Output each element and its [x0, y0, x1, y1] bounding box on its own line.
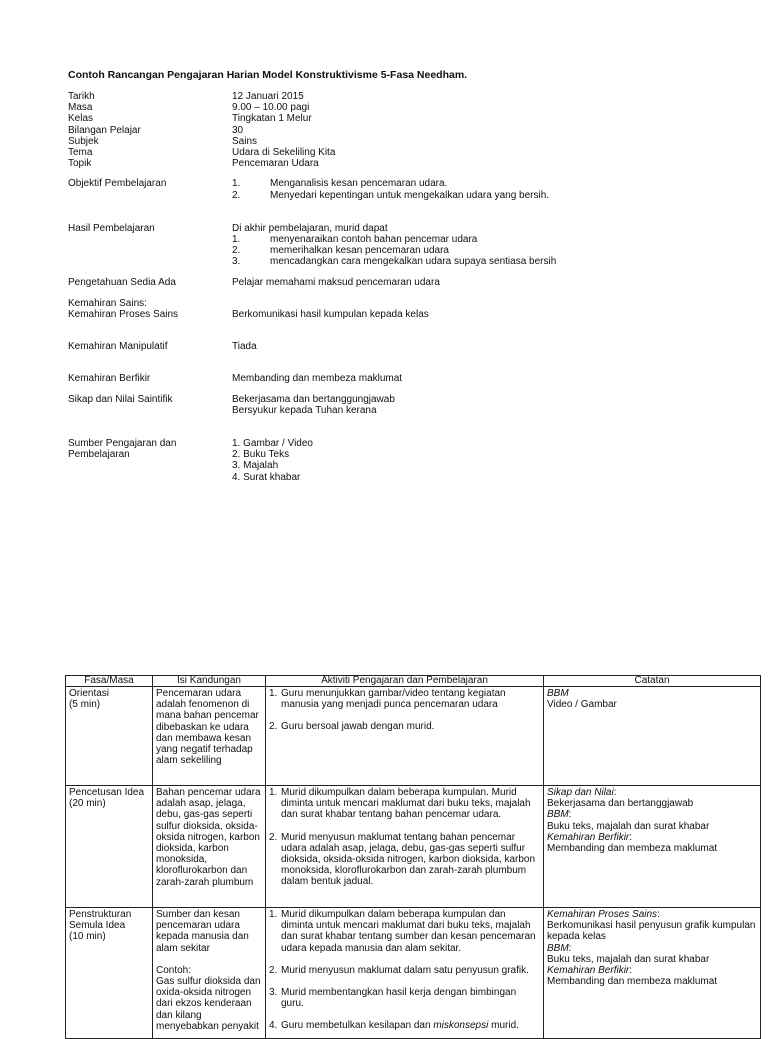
info-label: Topik — [68, 158, 92, 170]
cell-catatan: Sikap dan Nilai: Bekerjasama dan bertanggjawab BBM: Buku teks, majalah dan surat khabar Kemahiran Berfikir: Membanding dan membeza maklumat — [544, 786, 761, 908]
hasil-item: 2. memerihalkan kesan pencemaran udara — [232, 245, 449, 257]
sumber-item: 3. Majalah — [232, 460, 279, 472]
kemahiran-proses-value: Berkomunikasi hasil kumpulan kepada kelas — [232, 309, 429, 321]
info-value: Tingkatan 1 Melur — [232, 113, 312, 125]
sikap-value-2: Bersyukur kepada Tuhan kerana — [232, 404, 377, 416]
lesson-table-wrap — [65, 675, 761, 1039]
hasil-intro: Di akhir pembelajaran, murid dapat — [232, 222, 388, 234]
cell-aktiviti: 1. Murid dikumpulkan dalam beberapa kumpulan dan diminta untuk mencari maklumat dari buku teks, majalah dan surat khabar tentang sumber dan kesan pencemaran udara kepada manusia dan alam sekitar. 2. Murid menyusun maklumat dalam satu penyusun grafik. 3. Murid membentangkan hasil kerja dengan bimbingan guru. 4. Guru membetulkan kesilapan dan miskonsepsi murid. — [266, 908, 544, 1039]
info-row-bilangan — [68, 125, 708, 136]
info-value: 9.00 – 10.00 pagi — [232, 102, 310, 114]
header-isi: Isi Kandungan — [153, 676, 266, 687]
sumber-item: 2. Buku Teks — [232, 449, 290, 461]
sikap-label: Sikap dan Nilai Saintifik — [68, 393, 173, 405]
sikap-value-1: Bekerjasama dan bertanggungjawab — [232, 393, 395, 405]
cell-isi: Pencemaran udara adalah fenomenon di mana bahan pencemar dibebaskan ke udara dan membawa kesan yang negatif terhadap alam sekeliling — [153, 687, 266, 786]
cell-catatan: BBM Video / Gambar — [544, 687, 761, 786]
berfikir-row — [68, 373, 708, 384]
info-value: Udara di Sekeliling Kita — [232, 147, 336, 159]
info-label: Subjek — [68, 135, 99, 147]
cell-isi: Sumber dan kesan pencemaran udara kepada manusia dan alam sekitar Contoh: Gas sulfur dioksida dan oxida-oksida nitrogen dari ekzos kenderaan dan kilang menyebabkan penyakit — [153, 908, 266, 1039]
cell-aktiviti: 1. Guru menunjukkan gambar/video tentang kegiatan manusia yang menjadi punca pencemaran udara 2. Guru bersoal jawab dengan murid. — [266, 687, 544, 786]
table-row-pencetusan — [66, 786, 761, 908]
objektif-item: 1. Menganalisis kesan pencemaran udara. — [232, 178, 448, 190]
info-row-topik — [68, 158, 708, 169]
info-label: Masa — [68, 102, 93, 114]
sumber-item: 4. Surat khabar — [232, 471, 301, 483]
berfikir-value: Membanding dan membeza maklumat — [232, 373, 403, 385]
info-label: Tema — [68, 147, 93, 159]
cell-catatan: Kemahiran Proses Sains: Berkomunikasi hasil penyusun grafik kumpulan kepada kelas BBM: Buku teks, majalah dan surat khabar Kemahiran Berfikir: Membanding dan membeza maklumat — [544, 908, 761, 1039]
hasil-label: Hasil Pembelajaran — [68, 222, 155, 234]
hasil-row — [68, 223, 708, 268]
info-value: 30 — [232, 124, 244, 136]
sumber-label-1: Sumber Pengajaran dan — [68, 438, 177, 450]
cell-fasa: Pencetusan Idea (20 min) — [66, 786, 153, 908]
header-catatan: Catatan — [544, 676, 761, 687]
info-row-subjek — [68, 136, 708, 147]
objektif-label: Objektif Pembelajaran — [68, 178, 167, 190]
table-row-orientasi — [66, 687, 761, 786]
info-row-tarikh — [68, 91, 708, 102]
objektif-item: 2. Menyedari kepentingan untuk mengekalkan udara yang bersih. — [232, 189, 550, 201]
info-value: Pencemaran Udara — [232, 158, 319, 170]
hasil-item: 1. menyenaraikan contoh bahan pencemar udara — [232, 234, 478, 246]
kemahiran-sains-label: Kemahiran Sains: — [68, 297, 147, 309]
kemahiran-proses-row — [68, 309, 708, 320]
table-header-row — [66, 676, 761, 687]
info-value: 12 Januari 2015 — [232, 91, 304, 102]
info-row-tema — [68, 147, 708, 158]
sikap-row — [68, 394, 708, 416]
sumber-item: 1. Gambar / Video — [232, 438, 313, 450]
manipulatif-row — [68, 341, 708, 352]
table-row-penstrukturan — [66, 908, 761, 1039]
info-row-masa — [68, 102, 708, 113]
cell-fasa: Orientasi (5 min) — [66, 687, 153, 786]
info-label: Kelas — [68, 113, 94, 125]
sumber-label-2: Pembelajaran — [68, 449, 130, 461]
manipulatif-label: Kemahiran Manipulatif — [68, 341, 168, 353]
header-fasa: Fasa/Masa — [66, 676, 153, 687]
manipulatif-value: Tiada — [232, 341, 257, 353]
sumber-row — [68, 438, 708, 483]
header-aktiviti: Aktiviti Pengajaran dan Pembelajaran — [266, 676, 544, 687]
info-label: Bilangan Pelajar — [68, 124, 141, 136]
info-row-kelas — [68, 113, 708, 124]
document-title: Contoh Rancangan Pengajaran Harian Model Konstruktivisme 5-Fasa Needham. — [68, 69, 468, 81]
cell-isi: Bahan pencemar udara adalah asap, jelaga, debu, gas-gas seperti sulfur dioksida, oksida-oksida nitrogen, karbon dioksida, karbon monoksida, kloroflurokarbon dan zarah-zarah plumbum — [153, 786, 266, 908]
info-value: Sains — [232, 135, 258, 147]
kemahiran-proses-label: Kemahiran Proses Sains — [68, 309, 179, 321]
hasil-item: 3. mencadangkan cara mengekalkan udara supaya sentiasa bersih — [232, 256, 557, 268]
info-label: Tarikh — [68, 91, 95, 102]
lesson-info — [68, 91, 708, 483]
pengetahuan-row — [68, 277, 708, 288]
pengetahuan-label: Pengetahuan Sedia Ada — [68, 276, 176, 288]
cell-fasa: Penstrukturan Semula Idea (10 min) — [66, 908, 153, 1039]
berfikir-label: Kemahiran Berfikir — [68, 373, 151, 385]
pengetahuan-value: Pelajar memahami maksud pencemaran udara — [232, 276, 440, 288]
objektif-row — [68, 178, 708, 200]
lesson-table — [65, 675, 761, 1039]
cell-aktiviti: 1. Murid dikumpulkan dalam beberapa kumpulan. Murid diminta untuk mencari maklumat dari buku teks, majalah dan surat khabar tentang bahan pencemar udara. 2. Murid menyusun maklumat tentang bahan pencemar udara adalah asap, jelaga, debu, gas-gas seperti sulfur dioksida, oksida-oksida nitrogen, karbon dioksida, karbon monoksida, kloroflurokarbon dan zarah-zarah plumbum dalam bentuk jadual. — [266, 786, 544, 908]
